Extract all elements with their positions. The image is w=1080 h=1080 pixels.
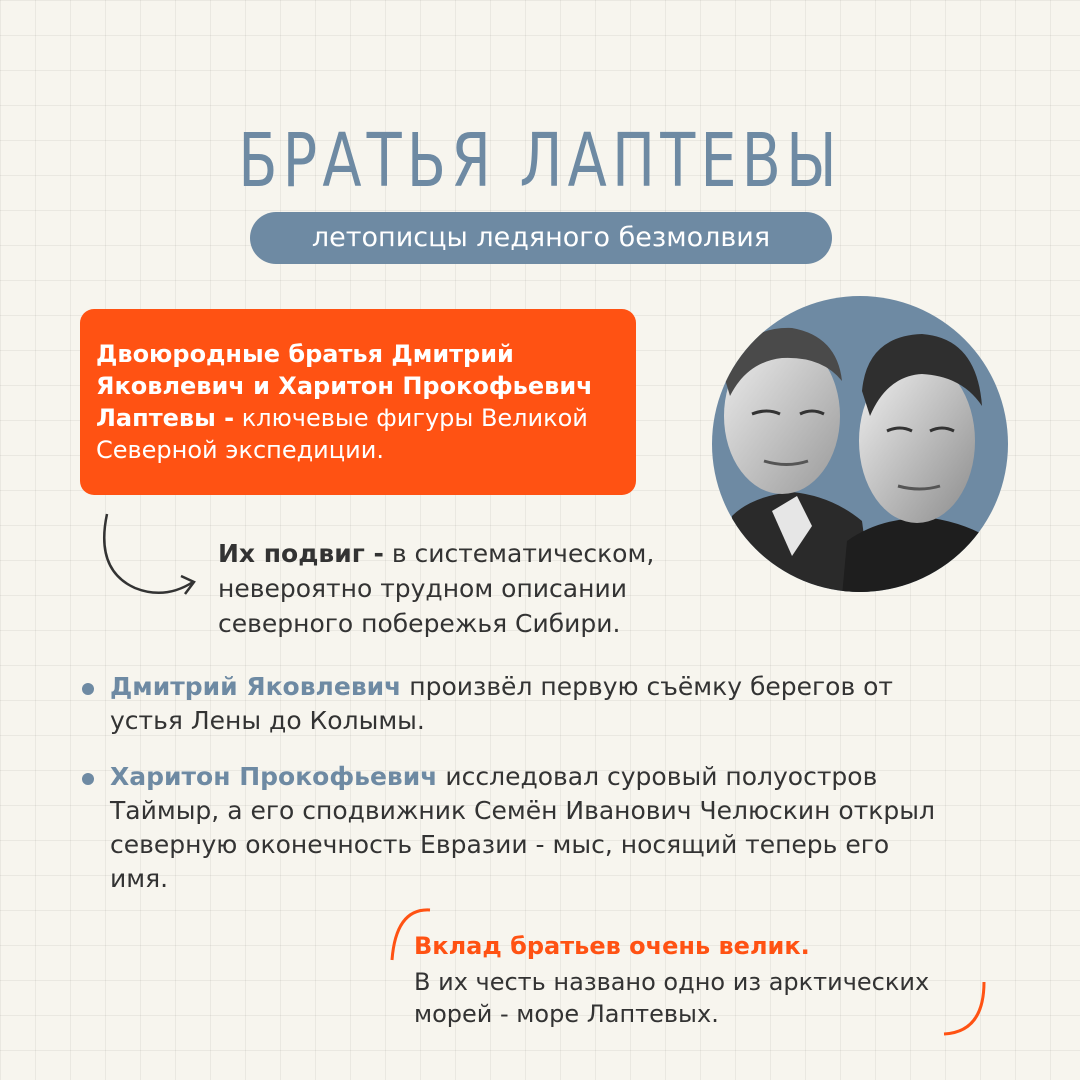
intro-bold-text: Двоюродные братья Дмитрий Яковлевич и Харитон Прокофьевич Лаптевы -	[96, 340, 593, 432]
bullet-name: Харитон Прокофьевич	[110, 762, 438, 791]
bullet-text: произвёл первую съёмку берегов от устья Лены до Колымы.	[110, 672, 893, 735]
bullet-name: Дмитрий Яковлевич	[110, 672, 402, 701]
list-item	[110, 670, 950, 738]
contribution-text: В их честь названо одно из арктических морей - море Лаптевых.	[414, 968, 930, 1028]
deed-text-block	[218, 536, 718, 641]
curved-arrow-icon	[95, 510, 205, 610]
page-title: БРАТЬЯ ЛАПТЕВЫ	[238, 118, 842, 204]
deed-text: в систематическом, невероятно трудном описании северного побережья Сибири.	[218, 539, 655, 638]
bracket-icon	[938, 978, 990, 1040]
intro-card	[80, 309, 636, 495]
contribution-block	[414, 930, 974, 1030]
bullet-text: исследовал суровый полуостров Таймыр, а его сподвижник Семён Иванович Челюскин открыл северную оконечность Евразии - мыс, носящий теперь его имя.	[110, 762, 935, 893]
portrait-image	[712, 296, 1008, 592]
deed-bold-text: Их подвиг -	[218, 539, 384, 568]
contribution-heading: Вклад братьев очень велик.	[414, 932, 810, 960]
intro-text: ключевые фигуры Великой Северной экспедиции.	[96, 404, 588, 464]
bullet-dot-icon	[82, 773, 94, 785]
subtitle-badge: летописцы ледяного безмолвия	[250, 212, 832, 264]
bullet-dot-icon	[82, 683, 94, 695]
list-item	[110, 760, 950, 896]
medal	[958, 555, 976, 573]
